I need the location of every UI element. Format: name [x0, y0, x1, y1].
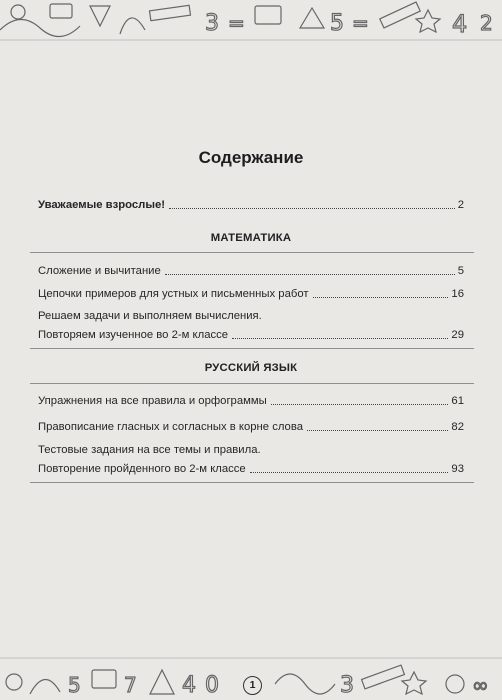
section-heading-math: МАТЕМАТИКА — [210, 232, 292, 244]
svg-text:=: = — [352, 11, 369, 35]
svg-text:7: 7 — [124, 673, 137, 697]
svg-text:3: 3 — [340, 673, 354, 698]
page-title: Содержание — [198, 148, 304, 167]
svg-text:5: 5 — [68, 673, 81, 697]
toc-leader-dots — [169, 208, 455, 209]
toc-page-number: 2 — [457, 199, 464, 211]
toc-entry-label-line1[interactable]: Тестовые задания на все темы и правила. — [38, 444, 261, 456]
toc-leader-dots — [232, 338, 448, 339]
svg-text:∞: ∞ — [472, 673, 489, 697]
toc-entry-label: Упражнения на все правила и орфограммы — [38, 395, 267, 407]
toc-entry-label: Уважаемые взрослые! — [38, 199, 166, 211]
section-divider — [30, 482, 474, 483]
toc-entry-label-line1[interactable]: Решаем задачи и выполняем вычисления. — [38, 310, 262, 322]
toc-leader-dots — [307, 430, 448, 431]
doodle-school-border-icon — [0, 0, 502, 42]
toc-page-number: 16 — [451, 288, 464, 300]
toc-entry-label: Правописание гласных и согласных в корне слова — [38, 421, 304, 433]
toc-leader-dots — [250, 472, 449, 473]
section-divider — [30, 252, 474, 253]
toc-leader-dots — [165, 274, 455, 275]
toc-entry[interactable] — [38, 326, 464, 342]
toc-entry-label: Повторение пройденного во 2-м классе — [38, 463, 246, 475]
toc-page-number: 82 — [451, 421, 464, 433]
svg-text:4: 4 — [452, 10, 468, 38]
svg-text:2: 2 — [480, 11, 493, 35]
toc-entry[interactable] — [38, 262, 464, 278]
doodle-border-top — [0, 0, 502, 42]
toc-entry-intro[interactable] — [38, 196, 464, 212]
toc-entry-label: Сложение и вычитание — [38, 265, 161, 277]
svg-text:0: 0 — [205, 673, 219, 698]
section-heading-russian: РУССКИЙ ЯЗЫК — [204, 362, 298, 374]
svg-text:3: 3 — [205, 11, 219, 36]
toc-page-number: 5 — [457, 265, 464, 277]
section-divider — [30, 383, 474, 384]
section-divider — [30, 348, 474, 349]
toc-page-number: 61 — [451, 395, 464, 407]
svg-text:=: = — [228, 11, 245, 35]
toc-entry-label: Повторяем изученное во 2-м классе — [38, 329, 229, 341]
svg-text:5: 5 — [330, 11, 344, 36]
toc-entry[interactable] — [38, 460, 464, 476]
toc-leader-dots — [313, 297, 449, 298]
toc-entry[interactable] — [38, 392, 464, 408]
page-number-badge: 1 — [243, 676, 262, 695]
toc-entry-label: Цепочки примеров для устных и письменных работ — [38, 288, 309, 300]
toc-entry[interactable] — [38, 418, 464, 434]
toc-entry[interactable] — [38, 285, 464, 301]
toc-page-number: 93 — [451, 463, 464, 475]
toc-page-number: 29 — [451, 329, 464, 341]
svg-text:4: 4 — [182, 673, 196, 698]
toc-leader-dots — [271, 404, 449, 405]
